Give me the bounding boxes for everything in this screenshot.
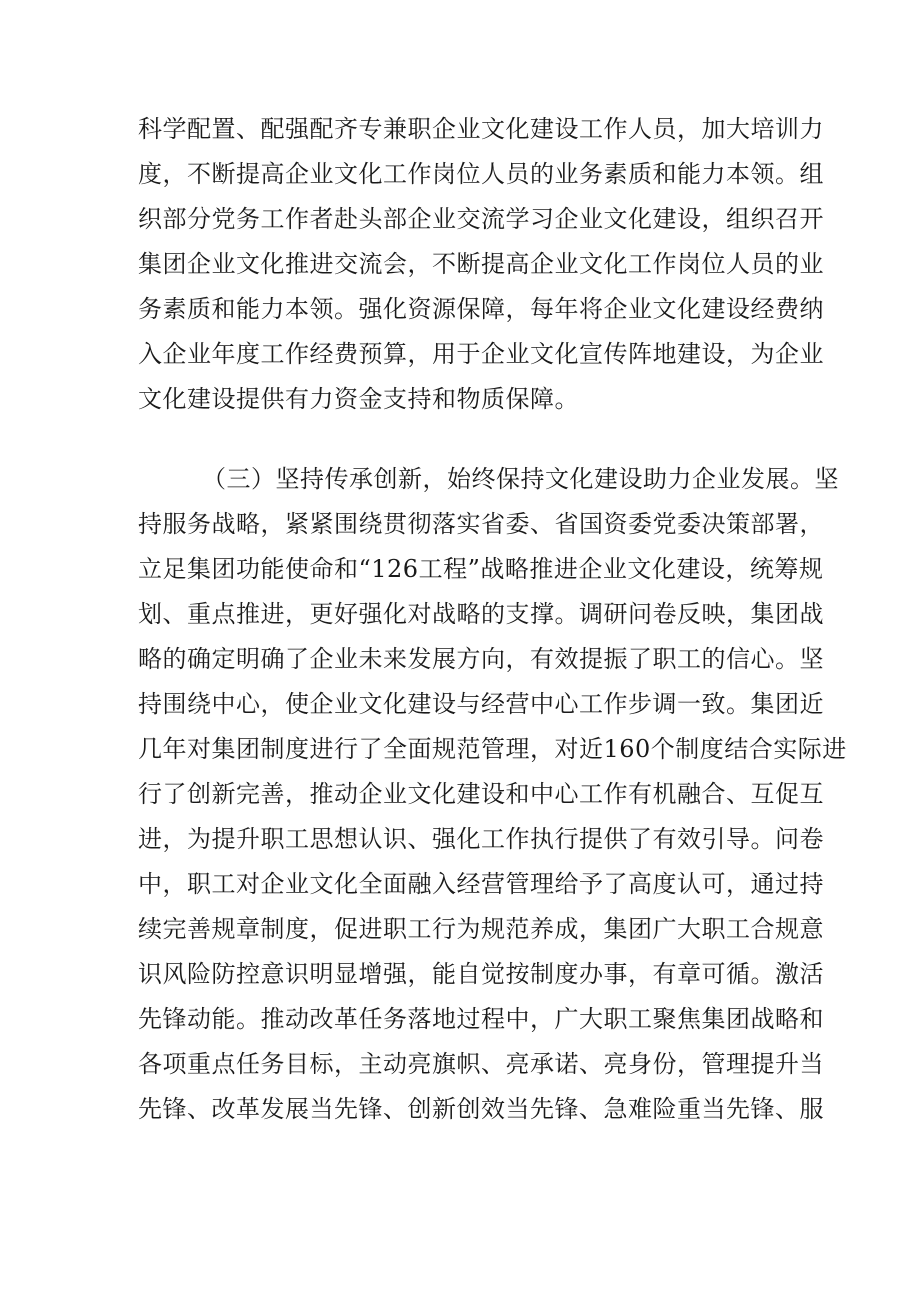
paragraph-1 <box>138 107 824 422</box>
text-line: 略的确定明确了企业未来发展方向，有效提振了职工的信心。坚 <box>138 645 824 673</box>
text-line: 持服务战略，紧紧围绕贯彻落实省委、省国资委党委决策部署， <box>138 510 824 538</box>
text-line: 入企业年度工作经费预算，用于企业文化宣传阵地建设，为企业 <box>138 340 824 368</box>
text-line: 续完善规章制度，促进职工行为规范养成，集团广大职工合规意 <box>138 915 824 943</box>
text-line: 中，职工对企业文化全面融入经营管理给予了高度认可，通过持 <box>138 870 824 898</box>
text-line: 先锋动能。推动改革任务落地过程中，广大职工聚焦集团战略和 <box>138 1005 824 1033</box>
text-line: 集团企业文化推进交流会，不断提高企业文化工作岗位人员的业 <box>138 250 824 278</box>
text-line: 进，为提升职工思想认识、强化工作执行提供了有效引导。问卷 <box>138 825 824 853</box>
section-heading-line: （三）坚持传承创新，始终保持文化建设助力企业发展。坚 <box>202 465 839 493</box>
text-line: 科学配置、配强配齐专兼职企业文化建设工作人员，加大培训力 <box>138 115 824 143</box>
text-line: 行了创新完善，推动企业文化建设和中心工作有机融合、互促互 <box>138 780 824 808</box>
paragraph-2 <box>138 457 847 1132</box>
text-line: 几年对集团制度进行了全面规范管理，对近160个制度结合实际进 <box>138 735 847 763</box>
text-line: 文化建设提供有力资金支持和物质保障。 <box>138 385 579 413</box>
text-line: 划、重点推进，更好强化对战略的支撑。调研问卷反映，集团战 <box>138 600 824 628</box>
text-line: 立足集团功能使命和“126工程”战略推进企业文化建设，统筹规 <box>138 555 824 583</box>
text-line: 织部分党务工作者赴头部企业交流学习企业文化建设，组织召开 <box>138 205 824 233</box>
text-line: 度，不断提高企业文化工作岗位人员的业务素质和能力本领。组 <box>138 160 824 188</box>
text-line: 各项重点任务目标，主动亮旗帜、亮承诺、亮身份，管理提升当 <box>138 1050 824 1078</box>
text-line: 务素质和能力本领。强化资源保障，每年将企业文化建设经费纳 <box>138 295 824 323</box>
text-line: 持围绕中心，使企业文化建设与经营中心工作步调一致。集团近 <box>138 690 824 718</box>
text-line: 识风险防控意识明显增强，能自觉按制度办事，有章可循。激活 <box>138 960 824 988</box>
text-line: 先锋、改革发展当先锋、创新创效当先锋、急难险重当先锋、服 <box>138 1095 824 1123</box>
